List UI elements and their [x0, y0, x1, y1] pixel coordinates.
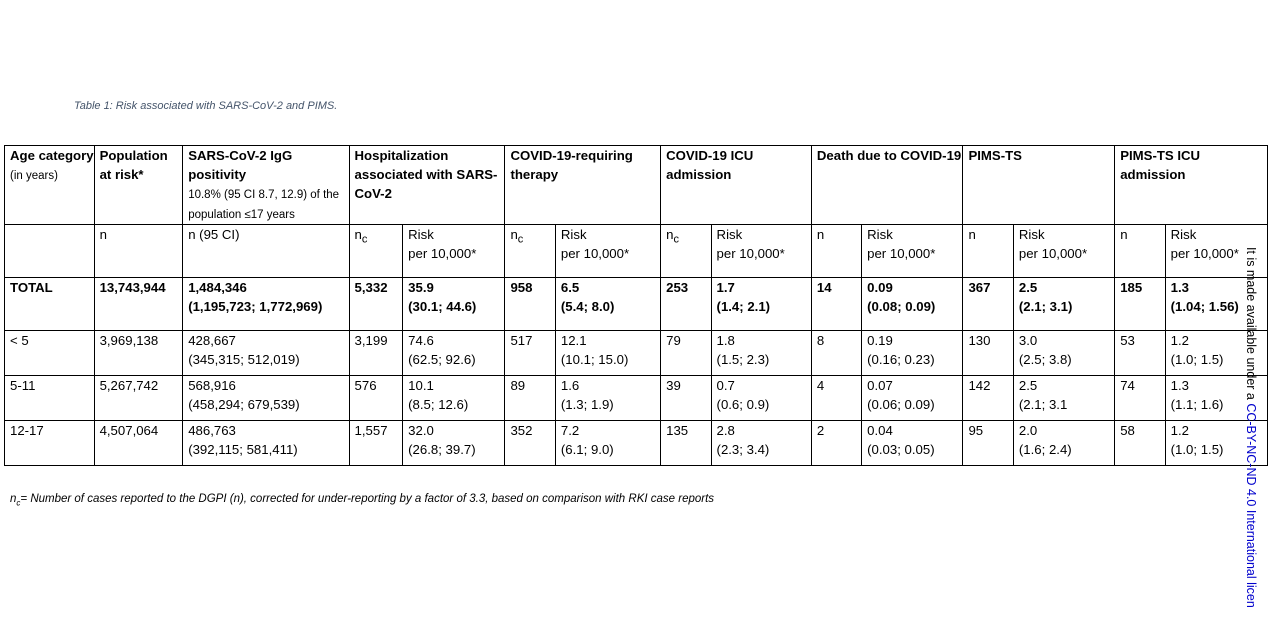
cell-therapy-risk: 12.1 (10.1; 15.0) [555, 331, 660, 376]
cell-population: 13,743,944 [94, 278, 183, 331]
cell-therapy-n: 517 [505, 331, 555, 376]
cell-hosp-n: 576 [349, 376, 403, 421]
cell-icu-risk: 1.7 (1.4; 2.1) [711, 278, 811, 331]
risk-table [4, 145, 1268, 466]
cell-pims-icu-n: 53 [1115, 331, 1165, 376]
cell-death-n: 4 [811, 376, 861, 421]
cell-pims-n: 130 [963, 331, 1013, 376]
cell-pims-risk: 2.5 (2.1; 3.1) [1013, 278, 1114, 331]
sub-risk: Risk per 10,000* [1165, 225, 1267, 278]
cell-igg: 428,667 (345,315; 512,019) [183, 331, 349, 376]
cell-icu-risk: 2.8 (2.3; 3.4) [711, 421, 811, 466]
cell-icu-n: 39 [661, 376, 711, 421]
cell-death-n: 2 [811, 421, 861, 466]
cell-pims-n: 367 [963, 278, 1013, 331]
cell-population: 5,267,742 [94, 376, 183, 421]
sub-nc: $n_c$ [349, 225, 403, 278]
cell-hosp-n: 1,557 [349, 421, 403, 466]
cell-therapy-risk: 1.6 (1.3; 1.9) [555, 376, 660, 421]
header-death: Death due to COVID-19 [811, 146, 963, 225]
cell-death-n: 14 [811, 278, 861, 331]
cell-hosp-risk: 35.9 (30.1; 44.6) [403, 278, 505, 331]
subheader-row [5, 225, 1268, 278]
sub-empty [5, 225, 95, 278]
sub-risk: Risk per 10,000* [403, 225, 505, 278]
header-icu: COVID-19 ICU admission [661, 146, 812, 225]
cell-pims-icu-n: 58 [1115, 421, 1165, 466]
cell-pims-icu-risk: 1.2 (1.0; 1.5) [1165, 421, 1267, 466]
cell-therapy-n: 352 [505, 421, 555, 466]
table-footnote: $n_c=$ Number of cases reported to the DGPI (n), corrected for under-reporting by a factor of 3.3, based on comparison with RKI case reports [10, 493, 715, 508]
sub-risk: Risk per 10,000* [1013, 225, 1114, 278]
cell-therapy-risk: 7.2 (6.1; 9.0) [555, 421, 660, 466]
table-row [5, 421, 1268, 466]
cell-hosp-risk: 10.1 (8.5; 12.6) [403, 376, 505, 421]
cell-pims-risk: 2.5 (2.1; 3.1 [1013, 376, 1114, 421]
cell-age: < 5 [5, 331, 95, 376]
cell-hosp-n: 3,199 [349, 331, 403, 376]
sub-risk: Risk per 10,000* [555, 225, 660, 278]
cell-therapy-risk: 6.5 (5.4; 8.0) [555, 278, 660, 331]
cell-age: 12-17 [5, 421, 95, 466]
table-row [5, 331, 1268, 376]
sub-n95: n (95 CI) [183, 225, 349, 278]
cell-igg: 568,916 (458,294; 679,539) [183, 376, 349, 421]
cell-death-risk: 0.04 (0.03; 0.05) [862, 421, 963, 466]
cell-pims-n: 142 [963, 376, 1013, 421]
cell-hosp-risk: 32.0 (26.8; 39.7) [403, 421, 505, 466]
sub-n: n [1115, 225, 1165, 278]
header-pims-icu: PIMS-TS ICU admission [1115, 146, 1268, 225]
cell-death-n: 8 [811, 331, 861, 376]
cell-hosp-n: 5,332 [349, 278, 403, 331]
table-row [5, 278, 1268, 331]
cell-pims-icu-risk: 1.3 (1.1; 1.6) [1165, 376, 1267, 421]
cell-pims-risk: 3.0 (2.5; 3.8) [1013, 331, 1114, 376]
cell-therapy-n: 89 [505, 376, 555, 421]
cell-hosp-risk: 74.6 (62.5; 92.6) [403, 331, 505, 376]
cell-pims-risk: 2.0 (1.6; 2.4) [1013, 421, 1114, 466]
header-hospitalization: Hospitalization associated with SARS-CoV-2 [349, 146, 505, 225]
sub-nc: $n_c$ [505, 225, 555, 278]
cell-pims-icu-risk: 1.2 (1.0; 1.5) [1165, 331, 1267, 376]
header-therapy: COVID-19-requiring therapy [505, 146, 661, 225]
cell-pims-icu-risk: 1.3 (1.04; 1.56) [1165, 278, 1267, 331]
cell-igg: 486,763 (392,115; 581,411) [183, 421, 349, 466]
cell-icu-risk: 1.8 (1.5; 2.3) [711, 331, 811, 376]
header-population: Population at risk* [94, 146, 183, 225]
cell-pims-icu-n: 185 [1115, 278, 1165, 331]
cell-death-risk: 0.09 (0.08; 0.09) [862, 278, 963, 331]
cell-age: TOTAL [5, 278, 95, 331]
cell-population: 3,969,138 [94, 331, 183, 376]
header-igg: SARS-CoV-2 IgG positivity 10.8% (95 CI 8.7, 12.9) of the population ≤17 years [183, 146, 349, 225]
sub-nc: $n_c$ [661, 225, 711, 278]
cell-population: 4,507,064 [94, 421, 183, 466]
table-row [5, 376, 1268, 421]
license-side-note: It is made available under a CC-BY-NC-ND 4.0 International licen [1244, 247, 1258, 608]
license-link[interactable]: CC-BY-NC-ND 4.0 International licen [1244, 403, 1258, 608]
cell-death-risk: 0.07 (0.06; 0.09) [862, 376, 963, 421]
cell-therapy-n: 958 [505, 278, 555, 331]
header-age: Age category (in years) [5, 146, 95, 225]
header-row [5, 146, 1268, 225]
sub-risk: Risk per 10,000* [862, 225, 963, 278]
cell-pims-n: 95 [963, 421, 1013, 466]
sub-n: n [94, 225, 183, 278]
header-pims: PIMS-TS [963, 146, 1115, 225]
cell-icu-n: 253 [661, 278, 711, 331]
sub-risk: Risk per 10,000* [711, 225, 811, 278]
sub-n: n [811, 225, 861, 278]
cell-icu-n: 79 [661, 331, 711, 376]
cell-death-risk: 0.19 (0.16; 0.23) [862, 331, 963, 376]
cell-icu-n: 135 [661, 421, 711, 466]
cell-pims-icu-n: 74 [1115, 376, 1165, 421]
cell-igg: 1,484,346 (1,195,723; 1,772,969) [183, 278, 349, 331]
table-caption: Table 1: Risk associated with SARS-CoV-2 and PIMS. [74, 100, 338, 112]
cell-icu-risk: 0.7 (0.6; 0.9) [711, 376, 811, 421]
sub-n: n [963, 225, 1013, 278]
cell-age: 5-11 [5, 376, 95, 421]
